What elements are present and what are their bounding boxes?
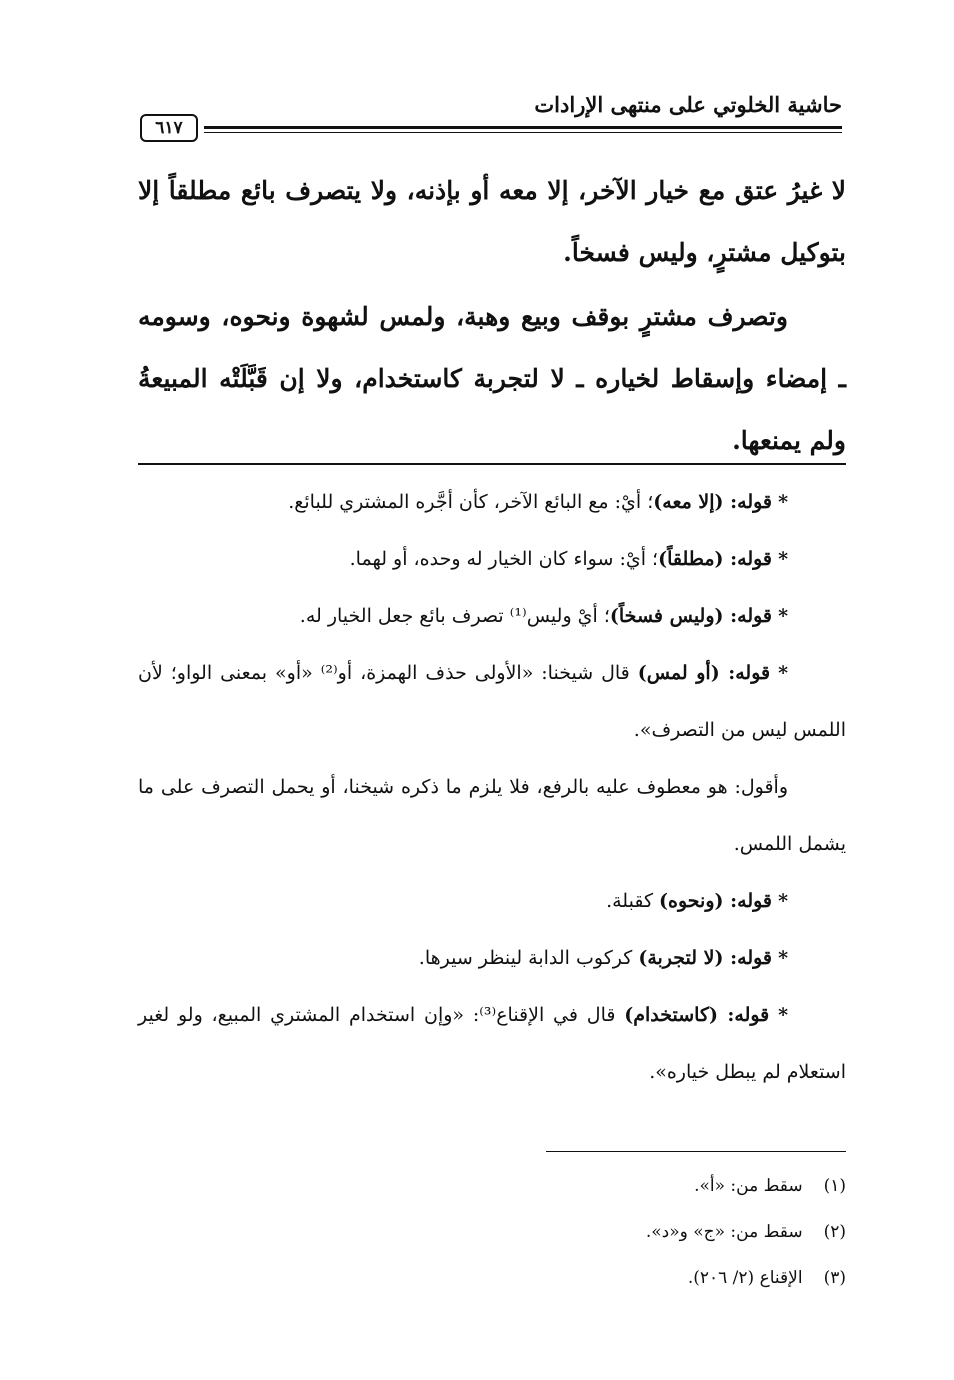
star-marker: * xyxy=(778,947,788,969)
commentary-item xyxy=(138,531,846,588)
commentary xyxy=(138,474,846,1101)
footnote-number: (١) xyxy=(823,1176,846,1196)
footnote-text: سقط من: «أ». xyxy=(694,1176,803,1196)
commentary-text: ؛ أيْ: مع البائع الآخر، كأن أجَّره المشتري للبائع. xyxy=(288,491,654,513)
footnote xyxy=(138,1209,846,1255)
main-paragraph-1: لا غيرُ عتق مع خيار الآخر، إلا معه أو بإذنه، ولا يتصرف بائع مطلقاً إلا بتوكيل مشترٍ، وليس فسخاً. xyxy=(138,176,846,267)
commentary-divider xyxy=(138,463,846,465)
commentary-item xyxy=(138,474,846,531)
running-title: حاشية الخلوتي على منتهى الإرادات xyxy=(534,92,842,117)
footnotes xyxy=(138,1163,846,1301)
commentary-text: كقبلة. xyxy=(606,890,660,912)
footnote-divider xyxy=(546,1151,846,1152)
commentary-item xyxy=(138,645,846,759)
main-paragraph-2: وتصرف مشترٍ بوقف وبيع وهبة، ولمس لشهوة ونحوه، وسومه ـ إمضاء وإسقاط لخياره ـ لا لتجربة كاستخدام، ولا إن قَبَّلَتْه المبيعةُ ولم يمنعها. xyxy=(138,302,846,455)
commentary-lead: قوله: (إلا معه) xyxy=(653,491,773,513)
footnote-text: سقط من: «ج» و«د». xyxy=(645,1222,803,1242)
commentary-lead: قوله: (كاستخدام) xyxy=(624,1004,770,1026)
star-marker: * xyxy=(778,491,788,513)
star-marker: * xyxy=(778,1004,789,1026)
commentary-text: قال شيخنا: «الأولى حذف الهمزة، أو⁽²⁾ «أو» بمعنى الواو؛ لأن اللمس ليس من التصرف». xyxy=(138,662,846,741)
footnote xyxy=(138,1163,846,1209)
star-marker: * xyxy=(778,605,788,627)
commentary-item xyxy=(138,873,846,930)
commentary-text: ؛ أيْ وليس⁽¹⁾ تصرف بائع جعل الخيار له. xyxy=(299,605,610,627)
commentary-text: كركوب الدابة لينظر سيرها. xyxy=(418,947,639,969)
commentary-item xyxy=(138,930,846,987)
footnote-number: (٣) xyxy=(823,1268,846,1288)
commentary-lead: قوله: (وليس فسخاً) xyxy=(609,605,773,627)
commentary-text: ؛ أيْ: سواء كان الخيار له وحده، أو لهما. xyxy=(349,548,659,570)
footnote-text: الإقناع (٢/ ٢٠٦). xyxy=(687,1268,803,1288)
commentary-item: وأقول: هو معطوف عليه بالرفع، فلا يلزم ما ذكره شيخنا، أو يحمل التصرف على ما يشمل اللمس. xyxy=(138,776,846,855)
commentary-lead: قوله: (لا لتجربة) xyxy=(638,947,773,969)
page-number: ٦١٧ xyxy=(140,114,198,142)
star-marker: * xyxy=(778,890,788,912)
header-rule xyxy=(204,126,842,133)
main-text xyxy=(138,160,846,472)
commentary-lead: قوله: (ونحوه) xyxy=(659,890,773,912)
star-marker: * xyxy=(778,662,789,684)
star-marker: * xyxy=(778,548,788,570)
commentary-lead: قوله: (مطلقاً) xyxy=(658,548,773,570)
footnote xyxy=(138,1255,846,1301)
commentary-text: قال في الإقناع⁽³⁾: «وإن استخدام المشتري المبيع، ولو لغير استعلام لم يبطل خياره». xyxy=(138,1004,846,1083)
commentary-item xyxy=(138,588,846,645)
commentary-lead: قوله: (أو لمس) xyxy=(637,662,771,684)
footnote-number: (٢) xyxy=(823,1222,846,1242)
commentary-item xyxy=(138,987,846,1101)
